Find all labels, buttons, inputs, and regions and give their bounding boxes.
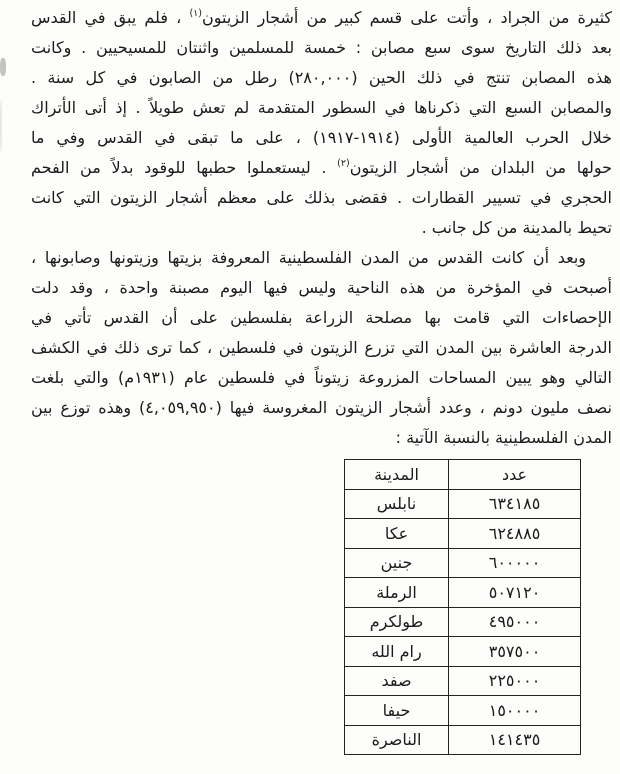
text-line: الإحصاءات التي قامت بها مصلحة الزراعة بفلسطين على أن القدس تأتي في <box>31 308 612 327</box>
text-line: هذه المصابن تنتج في ذلك الحين (٢٨٠,٠٠٠) رطل من الصابون في كل سنة . <box>31 68 612 87</box>
footnote-marker: (١) <box>189 7 202 19</box>
olive-count-cell: ٦٠٠٠٠٠ <box>449 548 581 578</box>
table-row <box>345 696 581 726</box>
text-line: التالي وهو يبين المساحات المزروعة زيتوناً في فلسطين عام (١٩٣١م) والتي بلغت <box>31 368 612 387</box>
text-line: وبعد أن كانت القدس من المدن الفلسطينية المعروفة بزيتها وزيتونها وصابونها ، <box>31 248 586 267</box>
olive-table-body <box>345 489 581 755</box>
text-line: الحجري في تسيير القطارات . فقضى بذلك على معظم أشجار الزيتون التي كانت <box>31 188 612 207</box>
scan-artifact <box>0 100 2 152</box>
footnote-marker: (٢) <box>337 157 350 169</box>
city-name-cell: عكا <box>345 519 449 549</box>
olive-count-cell: ٥٠٧١٢٠ <box>449 578 581 608</box>
table-row <box>345 607 581 637</box>
olive-census-table <box>344 459 581 755</box>
olive-count-cell: ٣٥٧٥٠٠ <box>449 637 581 667</box>
table-row <box>345 519 581 549</box>
scan-artifact <box>0 58 6 76</box>
table-row <box>345 637 581 667</box>
city-name-cell: صفد <box>345 666 449 696</box>
text-line: بعد ذلك التاريخ سوى سبع مصابن : خمسة للمسلمين واثنتان للمسيحيين . وكانت <box>31 38 612 57</box>
table-header-row <box>345 460 581 490</box>
text-line: تحيط بالمدينة من كل جانب . <box>421 218 612 237</box>
city-name-cell: الناصرة <box>345 725 449 755</box>
city-name-cell: جنين <box>345 548 449 578</box>
paragraph <box>31 243 612 453</box>
olive-count-cell: ١٤١٤٣٥ <box>449 725 581 755</box>
count-column-header: عدد <box>449 460 581 490</box>
table-row <box>345 578 581 608</box>
text-line: المدن الفلسطينية بالنسبة الآتية : <box>395 428 612 447</box>
text-line: خلال الحرب العالمية الأولى (١٩١٤-١٩١٧) ، على ما تبقى في القدس وفي ما <box>31 128 612 147</box>
city-name-cell: رام الله <box>345 637 449 667</box>
olive-count-cell: ١٥٠٠٠٠ <box>449 696 581 726</box>
olive-count-cell: ٦٣٤١٨٥ <box>449 489 581 519</box>
text-line: نصف مليون دونم ، وعدد أشجار الزيتون المغروسة فيها (٤,٠٥٩,٩٥٠) وهذه توزع بين <box>31 398 612 417</box>
city-name-cell: طولكرم <box>345 607 449 637</box>
text-line: والمصابن السبع التي ذكرناها في السطور المتقدمة لم تعش طويلاً . إذ أتى الأتراك <box>31 98 612 117</box>
text-line: أصبحت في المؤخرة من هذه الناحية وليس فيها اليوم مصبنة واحدة ، وقد دلت <box>31 278 612 297</box>
city-column-header: المدينة <box>345 460 449 490</box>
city-name-cell: حيفا <box>345 696 449 726</box>
table-row <box>345 548 581 578</box>
table-row <box>345 489 581 519</box>
city-name-cell: نابلس <box>345 489 449 519</box>
paragraph <box>31 3 612 243</box>
table-row <box>345 666 581 696</box>
text-line: حولها من البلدان من أشجار الزيتون$^{(٢)}$ . ليستعملوا حطبها للوقود بدلاً من الفحم <box>31 157 613 177</box>
olive-census-table-wrap <box>344 459 581 755</box>
olive-count-cell: ٦٢٤٨٨٥ <box>449 519 581 549</box>
olive-count-cell: ٢٢٥٠٠٠ <box>449 666 581 696</box>
olive-count-cell: ٤٩٥٠٠٠ <box>449 607 581 637</box>
text-line: الدرجة العاشرة بين المدن التي تزرع الزيتون في فلسطين ، كما ترى ذلك في الكشف <box>31 338 612 357</box>
body-text <box>31 3 612 453</box>
city-name-cell: الرملة <box>345 578 449 608</box>
text-line: كثيرة من الجراد ، وأتت على قسم كبير من أشجار الزيتون$^{(١)}$ ، فلم يبق في القدس <box>31 7 613 27</box>
table-row <box>345 725 581 755</box>
